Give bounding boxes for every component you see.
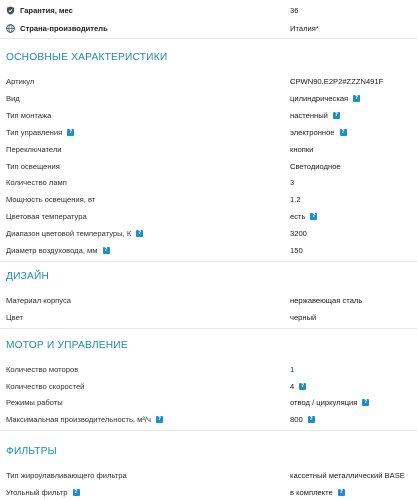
spec-label xyxy=(6,296,290,305)
spec-label-text: Количество ламп xyxy=(6,177,67,187)
spec-row xyxy=(6,395,417,409)
spec-label-text: Тип монтажа xyxy=(6,110,52,120)
spec-value xyxy=(290,94,360,103)
spec-row xyxy=(6,310,417,324)
spec-value xyxy=(290,471,405,480)
spec-row xyxy=(6,293,417,307)
spec-value xyxy=(290,162,341,171)
spec-row xyxy=(6,108,417,122)
spec-row xyxy=(6,175,417,189)
spec-label xyxy=(6,382,290,391)
spec-label-text: Вид xyxy=(6,93,20,103)
spec-row xyxy=(6,142,417,156)
divider xyxy=(0,328,417,329)
spec-value-text: есть xyxy=(290,211,306,221)
spec-row xyxy=(6,412,417,426)
spec-label: Страна-производитель xyxy=(20,23,108,33)
spec-label-text: Количество скоростей xyxy=(6,381,85,391)
spec-value xyxy=(290,296,362,305)
spec-value xyxy=(290,145,313,154)
help-icon[interactable]: ? xyxy=(301,382,305,389)
spec-label-text: Режимы работы xyxy=(6,397,63,407)
spec-label xyxy=(6,365,290,374)
spec-value: Италия* xyxy=(290,23,319,33)
help-icon[interactable]: ? xyxy=(309,415,313,422)
spec-value-text: 3200 xyxy=(290,228,307,238)
spec-label xyxy=(6,212,290,221)
spec-label xyxy=(6,415,290,424)
spec-value-text: 1.2 xyxy=(290,194,301,204)
help-icon[interactable]: ? xyxy=(355,94,359,101)
spec-label-text: Диаметр воздуховода, мм xyxy=(6,245,98,255)
help-icon[interactable]: ? xyxy=(341,128,345,135)
help-icon[interactable]: ? xyxy=(339,488,343,495)
spec-value-text: 1 xyxy=(290,364,295,374)
spec-value xyxy=(290,415,315,424)
spec-value xyxy=(290,365,294,374)
spec-value: 36 xyxy=(290,5,299,15)
spec-label-text: Тип жироулавливающего фильтра xyxy=(6,470,127,480)
spec-row xyxy=(6,91,417,105)
spec-label-text: Переключатели xyxy=(6,144,62,154)
spec-label-text: Диапазон цветовой температуры, К xyxy=(6,228,132,238)
globe-icon xyxy=(6,24,15,33)
spec-label xyxy=(6,488,290,497)
spec-label xyxy=(6,398,290,407)
spec-label-text: Тип управления xyxy=(6,127,63,137)
spec-value-text: 150 xyxy=(290,245,303,255)
help-icon[interactable]: ? xyxy=(69,128,73,135)
spec-label xyxy=(6,229,290,238)
spec-label-text: Материал корпуса xyxy=(6,295,72,305)
spec-value xyxy=(290,382,306,391)
spec-label xyxy=(6,246,290,255)
spec-value-text: настенный xyxy=(290,110,328,120)
help-icon[interactable]: ? xyxy=(364,398,368,405)
spec-value-text: кассетный металлический BASE xyxy=(290,470,405,480)
help-icon[interactable]: ? xyxy=(138,229,142,236)
spec-value xyxy=(290,229,307,238)
help-icon[interactable]: ? xyxy=(312,212,316,219)
spec-label-text: Тип освещения xyxy=(6,161,60,171)
spec-row xyxy=(6,468,417,482)
spec-row-warranty xyxy=(6,3,411,17)
spec-value-text: 3 xyxy=(290,177,295,187)
spec-value xyxy=(290,246,303,255)
spec-label-text: Максимальная производительность, м³/ч xyxy=(6,414,151,424)
spec-label xyxy=(6,178,290,187)
spec-label-text: Мощность освещения, вт xyxy=(6,194,96,204)
spec-row xyxy=(6,243,417,257)
spec-row-country xyxy=(6,21,411,35)
spec-value-text: в комплекте xyxy=(290,487,333,497)
spec-value xyxy=(290,488,345,497)
divider xyxy=(0,430,417,431)
spec-row xyxy=(6,125,417,139)
spec-value xyxy=(290,212,317,221)
spec-label-text: Артикул xyxy=(6,76,35,86)
spec-value xyxy=(290,313,316,322)
spec-row xyxy=(6,159,417,173)
spec-value xyxy=(290,195,301,204)
shield-check-icon xyxy=(6,6,15,15)
spec-label-text: Цвет xyxy=(6,312,24,322)
spec-label xyxy=(6,128,290,137)
help-icon[interactable]: ? xyxy=(104,246,108,253)
spec-row xyxy=(6,362,417,376)
spec-row xyxy=(6,226,417,240)
section-title: ФИЛЬТРЫ xyxy=(6,446,57,457)
spec-row xyxy=(6,485,417,499)
spec-label xyxy=(6,94,290,103)
spec-row xyxy=(6,192,417,206)
spec-label xyxy=(6,313,290,322)
spec-value-text: электронное xyxy=(290,127,335,137)
spec-value-text: отвод / циркуляция xyxy=(290,397,358,407)
spec-label-text: Цветовая температура xyxy=(6,211,87,221)
spec-value xyxy=(290,77,383,86)
spec-label xyxy=(6,111,290,120)
spec-label xyxy=(6,77,290,86)
spec-label xyxy=(6,471,290,480)
spec-row xyxy=(6,209,417,223)
spec-value xyxy=(290,398,369,407)
spec-value xyxy=(290,128,347,137)
spec-value-text: 800 xyxy=(290,414,303,424)
spec-value xyxy=(290,178,294,187)
spec-label xyxy=(6,162,290,171)
help-icon[interactable]: ? xyxy=(334,111,339,118)
spec-value-text: нержавеющая сталь xyxy=(290,295,363,305)
spec-value-text: черный xyxy=(290,312,317,322)
spec-label-text: Угольный фильтр xyxy=(6,487,68,497)
spec-value-text: 4 xyxy=(290,381,295,391)
spec-label: Гарантия, мес xyxy=(20,5,73,15)
help-icon[interactable]: ? xyxy=(74,488,78,495)
spec-value-text: CPWN90.E2P2#ZZZN491F xyxy=(290,76,384,86)
spec-label xyxy=(6,145,290,154)
spec-value-text: цилиндрическая xyxy=(290,93,349,103)
spec-value-text: кнопки xyxy=(290,144,314,154)
section-title: ДИЗАЙН xyxy=(6,271,50,282)
spec-row xyxy=(6,74,417,88)
spec-label-text: Количество моторов xyxy=(6,364,79,374)
spec-row xyxy=(6,379,417,393)
section-title: ОСНОВНЫЕ ХАРАКТЕРИСТИКИ xyxy=(6,52,168,63)
help-icon[interactable]: ? xyxy=(157,415,162,422)
section-title: МОТОР И УПРАВЛЕНИЕ xyxy=(6,340,128,351)
spec-value xyxy=(290,111,340,120)
spec-value-text: Светодиодное xyxy=(290,161,341,171)
divider xyxy=(0,38,417,39)
spec-label xyxy=(6,195,290,204)
divider xyxy=(0,261,417,262)
